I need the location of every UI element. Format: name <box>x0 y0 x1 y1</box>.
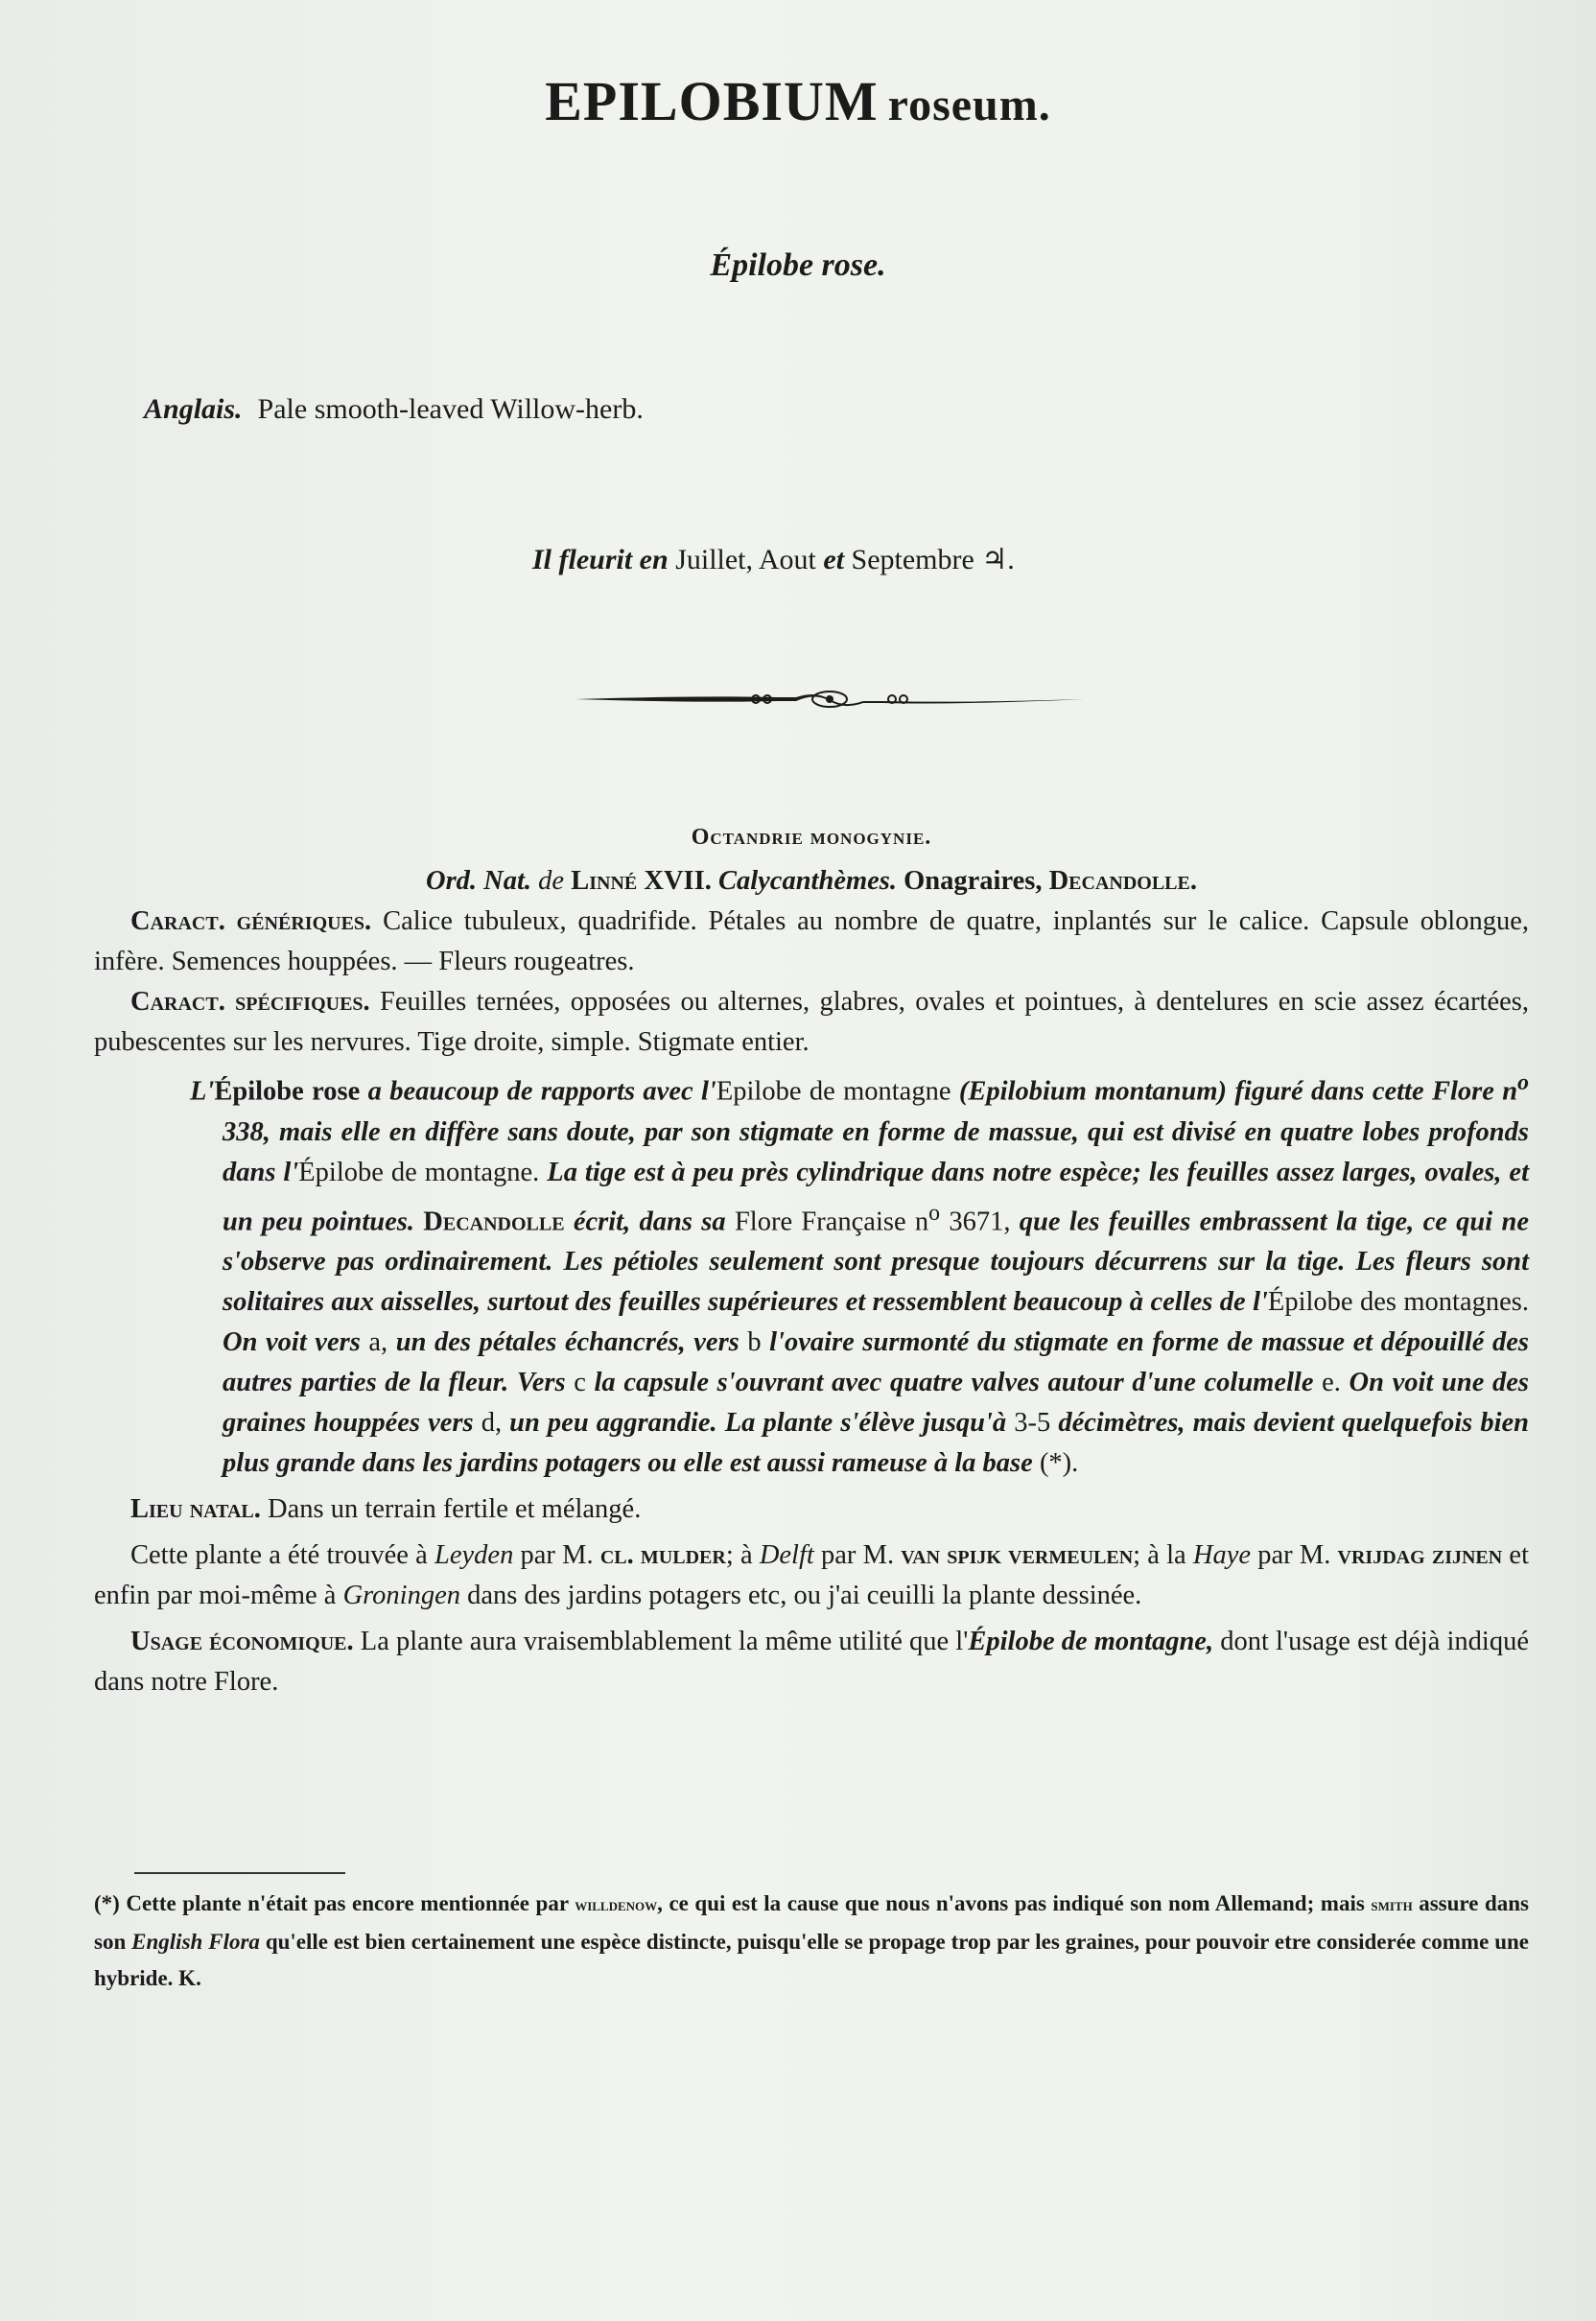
class-heading: Octandrie monogynie. <box>691 825 932 850</box>
usage-part: dont l'usage est déjà indiqué dans notre Flore. <box>94 1627 1529 1697</box>
description <box>94 1063 1529 1484</box>
found-place: Delft <box>759 1540 814 1570</box>
footnote-part: qu'elle est bien certainement une espèce distincte, puisqu'elle se propage trop par les graines, pour pouvoir etre considerée comme une hybride. K. <box>94 1930 1529 1990</box>
desc-part: b <box>747 1327 762 1357</box>
specific-characters <box>94 982 1529 1063</box>
desc-part: décimètres, mais devient quelquefois bien plus grande dans les jardins potagers ou elle est aussi rameuse à la base <box>223 1408 1529 1478</box>
english-name: Pale smooth-leaved Willow-herb. <box>257 393 644 425</box>
found-place: Haye <box>1192 1540 1252 1570</box>
found-part: par M. <box>1251 1540 1338 1570</box>
specific-label: Caract. spécifiques. <box>130 987 370 1017</box>
desc-part: L' <box>190 1076 215 1107</box>
desc-part: 3671, <box>940 1207 1011 1236</box>
usage-part: Épilobe de montagne, <box>968 1627 1214 1656</box>
class-de: de <box>538 866 565 896</box>
body-text <box>94 817 1529 1702</box>
ornament-divider <box>575 685 1084 714</box>
classification-line <box>94 861 1529 902</box>
decandolle: Decandolle. <box>1048 866 1197 896</box>
desc-part: Épilobe des montagnes. <box>1267 1287 1529 1317</box>
flowering-prefix: Il fleurit en <box>532 544 669 575</box>
onagraires: Onagraires, <box>904 866 1043 896</box>
desc-part: On voit vers <box>223 1327 369 1357</box>
desc-part: La tige est à peu près cylindrique dans notre espèce; les feuilles assez larges, ovales, et un peu pointues. <box>223 1157 1529 1236</box>
found-part: Cette plante a été trouvée à <box>130 1540 435 1570</box>
french-name: Épilobe rose. <box>710 247 886 283</box>
english-label: Anglais. <box>144 393 243 425</box>
found-person: vrijdag zijnen <box>1337 1540 1503 1570</box>
desc-part: Epilobe de montagne <box>716 1076 951 1107</box>
desc-part: Épilobe rose <box>214 1076 361 1107</box>
desc-part: c <box>574 1368 586 1397</box>
found-part: par M. <box>513 1540 600 1570</box>
desc-part: (Epilobium montanum) figuré dans cette Flore n <box>951 1076 1518 1107</box>
desc-part: Flore Française n <box>734 1207 929 1236</box>
footnote <box>94 1886 1529 1997</box>
desc-part: d, <box>481 1408 503 1438</box>
found-person: cl. mulder <box>599 1540 726 1570</box>
footnote-person: willdenow <box>575 1895 658 1915</box>
desc-part: o <box>1517 1070 1529 1095</box>
desc-part: Épilobe de montagne. <box>298 1157 540 1187</box>
found-place: Leyden <box>434 1540 514 1570</box>
localities <box>94 1536 1529 1616</box>
usage-part: La plante aura vraisemblablement la même utilité que l' <box>353 1627 969 1656</box>
ord-nat: Ord. Nat. <box>425 866 532 896</box>
found-part: ; à <box>725 1540 760 1570</box>
specific-text: Feuilles ternées, opposées ou alternes, glabres, ovales et pointues, à dentelures en scie assez écartées, pubescentes sur les nervures. Tige droite, simple. Stigmate entier. <box>94 987 1529 1057</box>
desc-part: a, <box>368 1327 388 1357</box>
found-part: ; à la <box>1133 1540 1193 1570</box>
generic-label: Caract. génériques. <box>130 906 372 936</box>
habitat <box>94 1489 1529 1530</box>
flowering-months-2: Septembre ♃. <box>851 544 1015 575</box>
desc-part: la capsule s'ouvrant avec quatre valves autour d'une columelle <box>585 1368 1323 1397</box>
flowering-et: et <box>823 544 845 575</box>
desc-part: On voit une des graines houppées vers <box>223 1368 1529 1438</box>
desc-part: o <box>928 1200 941 1226</box>
desc-part: un peu aggrandie. La plante s'élève jusqu'à <box>502 1408 1015 1438</box>
footnote-rule <box>134 1872 345 1874</box>
habitat-text: Dans un terrain fertile et mélangé. <box>268 1494 642 1524</box>
footnote-part: , ce qui est la cause que nous n'avons pas indiqué son nom Allemand; mais <box>657 1891 1372 1915</box>
calycanthemes: Calycanthèmes. <box>717 866 897 896</box>
desc-part: a beaucoup de rapports avec l' <box>360 1076 716 1107</box>
xvii: XVII. <box>644 866 712 896</box>
habitat-label: Lieu natal. <box>130 1494 261 1524</box>
page-title <box>0 69 1596 133</box>
desc-part: que les feuilles embrassent la tige, ce qui ne s'observe pas ordinairement. Les pétioles seulement sont presque toujours décurrens sur la tige. Les fleurs sont solitaires aux aisselles, surtout des feuilles supérieures et ressemblent beaucoup à celles de l' <box>223 1207 1530 1317</box>
flowering-months-1: Juillet, Aout <box>675 544 816 575</box>
economic-usage <box>94 1622 1529 1702</box>
flowering-line <box>532 543 1015 576</box>
desc-part: l'ovaire surmonté du stigmate en forme de massue et dépouillé des autres parties de la fleur. Vers <box>223 1327 1530 1397</box>
found-part: dans des jardins potagers etc, ou j'ai ceuilli la plante dessinée. <box>460 1581 1142 1610</box>
desc-part: e. <box>1322 1368 1341 1397</box>
found-place: Groningen <box>342 1581 460 1610</box>
found-part: et enfin par moi-même à <box>94 1540 1529 1610</box>
desc-part: Decandolle <box>423 1207 565 1236</box>
found-person: van spijk vermeulen <box>901 1540 1134 1570</box>
desc-part: écrit, dans sa <box>564 1207 735 1236</box>
generic-characters <box>94 902 1529 982</box>
title-genus: EPILOBIUM <box>545 70 879 132</box>
linne: Linné <box>571 866 638 896</box>
generic-text: Calice tubuleux, quadrifide. Pétales au nombre de quatre, inplantés sur le calice. Capsule oblongue, infère. Semences houppées. — Fleurs rougeatres. <box>94 906 1529 976</box>
desc-part: un des pétales échancrés, vers <box>387 1327 748 1357</box>
footnote-part: (*) Cette plante n'était pas encore mentionnée par <box>94 1891 575 1915</box>
desc-part: 3-5 <box>1014 1408 1051 1438</box>
footnote-person: smith <box>1371 1895 1413 1915</box>
usage-label: Usage économique. <box>130 1627 354 1656</box>
desc-part: (*). <box>1039 1448 1079 1478</box>
footnote-part: assure dans son <box>94 1891 1529 1954</box>
english-name-line <box>144 393 644 426</box>
found-part: par M. <box>813 1540 902 1570</box>
footnote-book: English Flora <box>131 1930 260 1954</box>
desc-part: 338, mais elle en diffère sans doute, par son stigmate en forme de massue, qui est divisé en quatre lobes profonds dans l' <box>223 1116 1529 1187</box>
title-species: roseum. <box>887 80 1051 130</box>
